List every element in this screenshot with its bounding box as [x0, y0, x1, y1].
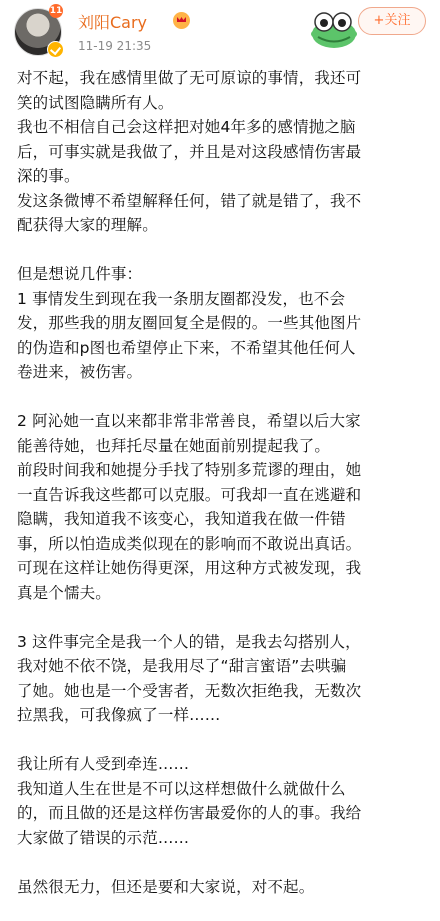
- username[interactable]: 刘阳Cary: [78, 13, 148, 32]
- post-body: [17, 66, 427, 899]
- crown-icon: [173, 12, 190, 29]
- mascot-sticker-icon: [304, 4, 360, 50]
- post-paragraph: 我让所有人受到牵连…… 我知道人生在世是不可以这样想做什么就做什么 的，而且做的还是这样伤害最爱你的人的事。我给 大家做了错误的示范……: [17, 755, 362, 847]
- post-paragraph: 虽然很无力，但还是要和大家说，对不起。: [17, 877, 315, 896]
- post-paragraph: 对不起，我在感情里做了无可原谅的事情，我还可 笑的试图隐瞒所有人。 我也不相信自己会这样把对她4年多的感情抛之脑 后，可事实就是我做了，并且是对这段感情伤害最 深的事。 发这条微博不希望解释任何，错了就是错了，我不 配获得大家的理解。: [17, 69, 362, 234]
- post-timestamp: 11-19 21:35: [78, 39, 152, 53]
- vip-level-badge: 11: [49, 6, 63, 16]
- post-paragraph: 2 阿沁她一直以来都非常非常善良，希望以后大家 能善待她，也拜托尽量在她面前别提起我了。 前段时间我和她提分手找了特别多荒谬的理由，她 一直告诉我这些都可以克服。可我却一直在逃避和 隐瞒，我知道我不该变心，我知道我在做一件错 事，所以怕造成类似现在的影响而不敢说出真话。 可现在这样让她伤得更深，用这种方式被发现，我 真是个懦夫。: [17, 412, 362, 602]
- post-header: [0, 0, 440, 62]
- post-paragraph: 但是想说几件事： 1 事情发生到现在我一条朋友圈都没发，也不会 发，那些我的朋友圈回复全是假的。一些其他图片 的伪造和p图也希望停止下来，不希望其他任何人 卷进来，被伤害。: [17, 265, 362, 381]
- verified-icon: [47, 41, 64, 58]
- post-paragraph: 3 这件事完全是我一个人的错，是我去勾搭别人， 我对她不依不饶，是我用尽了“甜言蜜语”去哄骗 了她。她也是一个受害者，无数次拒绝我，无数次 拉黑我，可我像疯了一样……: [17, 632, 362, 724]
- follow-button[interactable]: +关注: [358, 7, 426, 35]
